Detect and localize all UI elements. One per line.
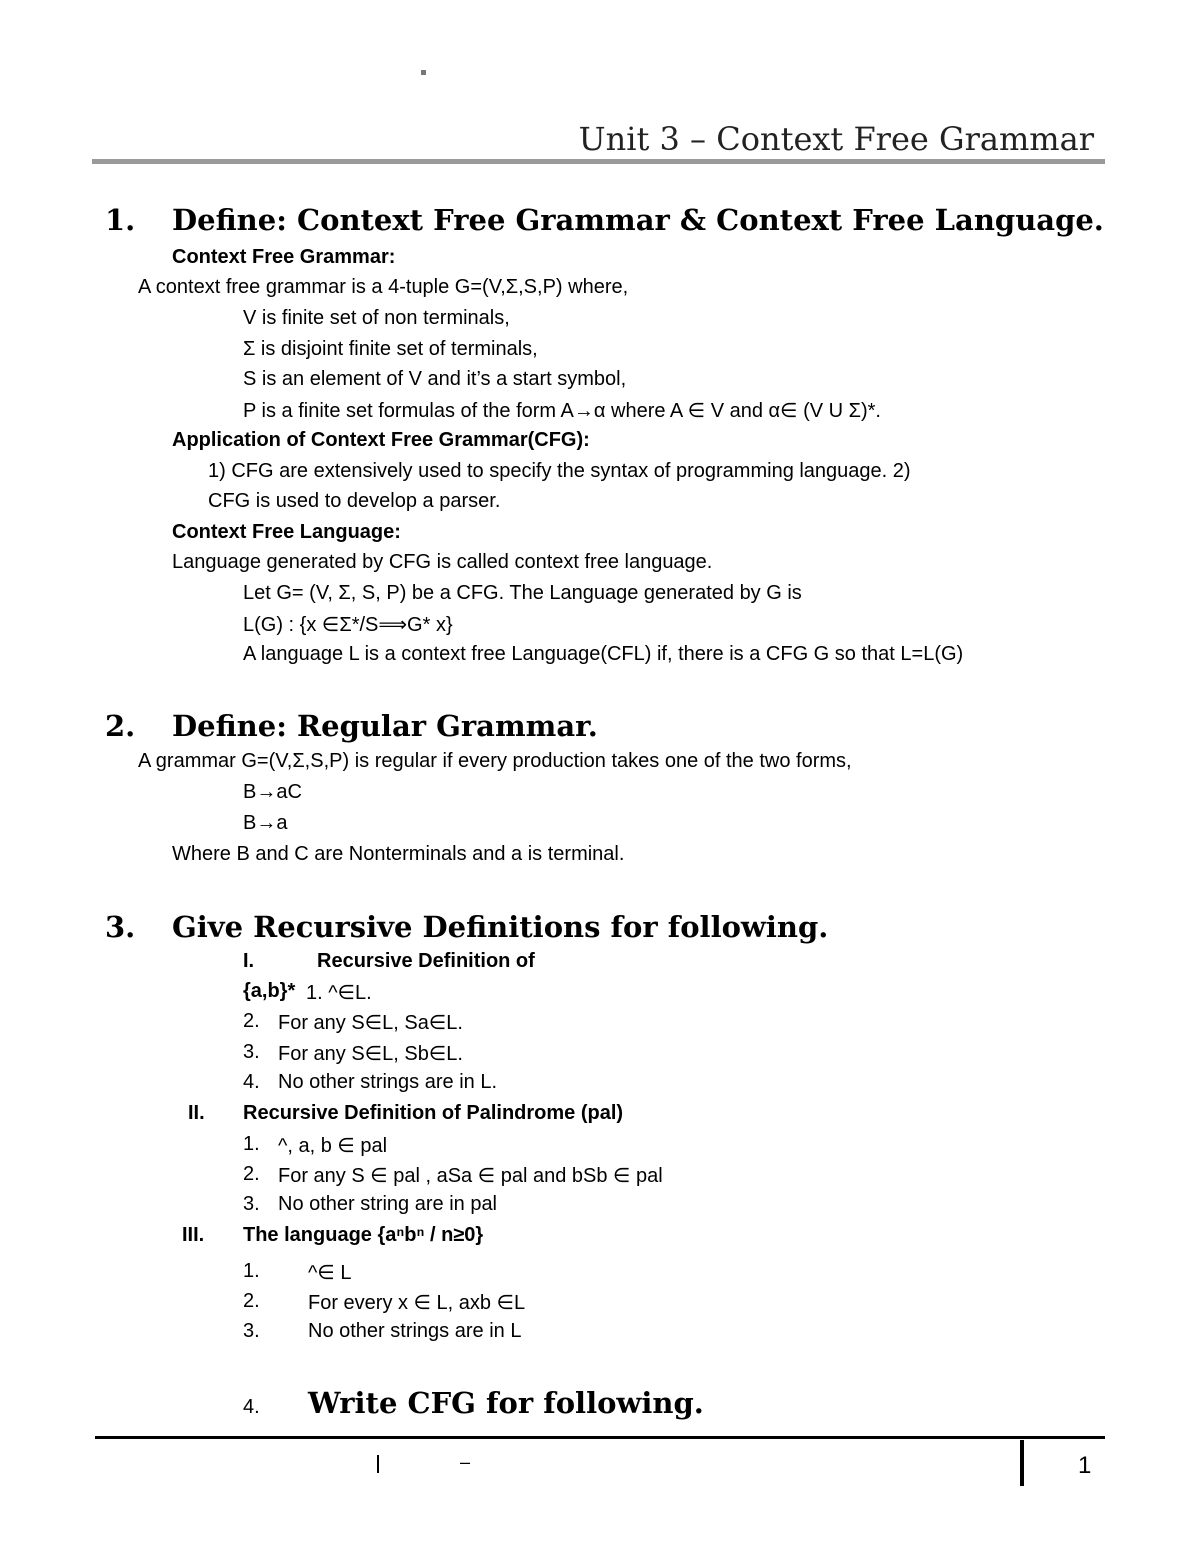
q2-form: B→aC	[243, 781, 302, 803]
list-number: 2.	[243, 1163, 260, 1185]
list-number: 4.	[243, 1071, 260, 1093]
list-number: 1.	[243, 1133, 260, 1155]
q3-heading: Give Recursive Definitions for following.	[172, 910, 829, 944]
page-title: Unit 3 – Context Free Grammar	[578, 120, 1094, 158]
part1-first: 1. ^∈L.	[306, 982, 372, 1004]
header-dot	[421, 70, 426, 75]
app-label: Application of Context Free Grammar(CFG):	[172, 429, 590, 451]
cfl-line: Let G= (V, Σ, S, P) be a CFG. The Language generated by G is	[243, 582, 802, 604]
cfl-line: L(G) : {x ∈Σ*/S⟹G* x}	[243, 614, 453, 636]
footer-rule	[95, 1436, 1105, 1439]
part3-roman: III.	[182, 1224, 205, 1246]
list-item: For every x ∈ L, axb ∈L	[308, 1292, 526, 1314]
list-number: 3.	[243, 1320, 260, 1342]
q2-number: 2.	[105, 709, 136, 743]
cfg-item: P is a finite set formulas of the form A→α where A ∈ V and α∈ (V U Σ)*.	[243, 400, 881, 422]
list-number: 3.	[243, 1193, 260, 1215]
q2-intro: A grammar G=(V,Σ,S,P) is regular if every production takes one of the two forms,	[138, 750, 852, 772]
list-item: ^, a, b ∈ pal	[278, 1135, 388, 1157]
app-line: 1) CFG are extensively used to specify the syntax of programming language. 2)	[208, 460, 911, 482]
part2-roman: II.	[188, 1102, 205, 1124]
list-number: 2.	[243, 1290, 260, 1312]
cfl-line: A language L is a context free Language(CFL) if, there is a CFG G so that L=L(G)	[243, 643, 964, 665]
list-item: No other strings are in L	[308, 1320, 522, 1342]
part2-title: Recursive Definition of Palindrome (pal)	[243, 1102, 624, 1124]
list-number: 1.	[243, 1260, 260, 1282]
part1-roman: I.	[243, 950, 255, 972]
q1-heading: Define: Context Free Grammar & Context Free Language.	[172, 203, 1104, 237]
q2-heading: Define: Regular Grammar.	[172, 709, 598, 743]
q2-note: Where B and C are Nonterminals and a is terminal.	[172, 843, 625, 865]
list-number: 2.	[243, 1010, 260, 1032]
q4-heading: Write CFG for following.	[308, 1386, 704, 1420]
cfg-label: Context Free Grammar:	[172, 246, 396, 268]
list-item: No other strings are in L.	[278, 1071, 497, 1093]
list-item: ^∈ L	[308, 1262, 352, 1284]
app-line: CFG is used to develop a parser.	[208, 490, 501, 512]
header-rule	[92, 159, 1105, 164]
cfg-intro: A context free grammar is a 4-tuple G=(V,Σ,S,P) where,	[138, 276, 629, 298]
footer-dash: –	[460, 1452, 471, 1472]
q4-number: 4.	[243, 1396, 260, 1418]
part3-title: The language {aⁿbⁿ / n≥0}	[243, 1224, 484, 1246]
page-number: 1	[1078, 1452, 1092, 1479]
list-item: For any S∈L, Sa∈L.	[278, 1012, 463, 1034]
part1-set: {a,b}*	[243, 980, 296, 1002]
cfg-item: Σ is disjoint finite set of terminals,	[243, 338, 538, 360]
cfl-label: Context Free Language:	[172, 521, 401, 543]
list-item: For any S ∈ pal , aSa ∈ pal and bSb ∈ pal	[278, 1165, 663, 1187]
list-item: No other string are in pal	[278, 1193, 498, 1215]
list-number: 3.	[243, 1041, 260, 1063]
cfg-item: S is an element of V and it’s a start symbol,	[243, 368, 627, 390]
q3-number: 3.	[105, 910, 136, 944]
footer-bar	[377, 1455, 379, 1473]
list-item: For any S∈L, Sb∈L.	[278, 1043, 463, 1065]
part1-title: Recursive Definition of	[317, 950, 535, 972]
q1-number: 1.	[105, 203, 136, 237]
cfg-item: V is finite set of non terminals,	[243, 307, 510, 329]
footer-divider	[1020, 1440, 1024, 1486]
cfl-line: Language generated by CFG is called context free language.	[172, 551, 713, 573]
q2-form: B→a	[243, 812, 288, 834]
